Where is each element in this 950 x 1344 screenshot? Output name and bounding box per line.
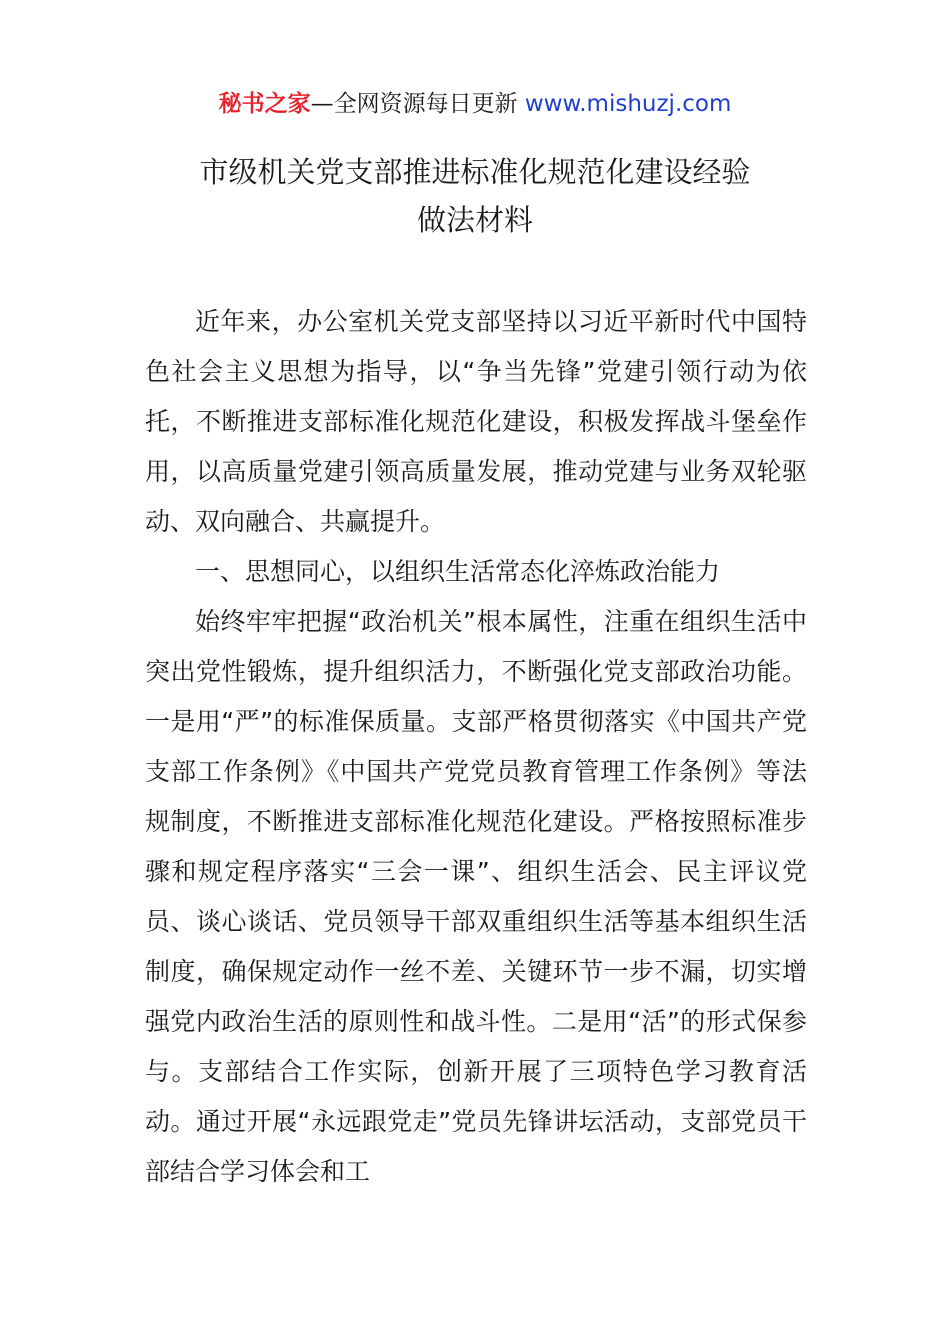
section-heading: 一、思想同心，以组织生活常态化淬炼政治能力 bbox=[195, 557, 721, 586]
brand-name: 秘书之家 bbox=[218, 91, 311, 117]
title-line-2: 做法材料 bbox=[416, 203, 533, 237]
section-paragraph: 始终牢牢把握“政治机关”根本属性，注重在组织生活中突出党性锻炼，提升组织活力，不断强化党支部政治功能。一是用“严”的标准保质量。支部严格贯彻落实《中国共产党支部工作条例》《中国共产党党员教育管理工作条例》等法规制度，不断推进支部标准化规范化建设。严格按照标准步骤和规定程序落实“三会一课”、组织生活会、民主评议党员、谈心谈话、党员领导干部双重组织生活等基本组织生活制度，确保规定动作一丝不差、关键环节一步不漏，切实增强党内政治生活的原则性和战斗性。二是用“活”的形式保参与。支部结合工作实际，创新开展了三项特色学习教育活动。通过开展“永远跟党走”党员先锋讲坛活动，支部党员干部结合学习体会和工 bbox=[145, 607, 807, 1186]
intro-paragraph: 近年来，办公室机关党支部坚持以习近平新时代中国特色社会主义思想为指导，以“争当先锋”党建引领行动为依托，不断推进支部标准化规范化建设，积极发挥战斗堡垒作用，以高质量党建引领高质量发展，推动党建与业务双轮驱动、双向融合、共赢提升。 bbox=[145, 307, 807, 536]
title-line-1: 市级机关党支部推进标准化规范化建设经验 bbox=[199, 155, 751, 189]
site-header bbox=[0, 88, 950, 120]
document-body bbox=[145, 297, 807, 1197]
document-title bbox=[0, 148, 950, 244]
header-tagline: —全网资源每日更新 bbox=[310, 91, 525, 117]
site-url-link[interactable]: www.mishuzj.com bbox=[524, 91, 732, 117]
